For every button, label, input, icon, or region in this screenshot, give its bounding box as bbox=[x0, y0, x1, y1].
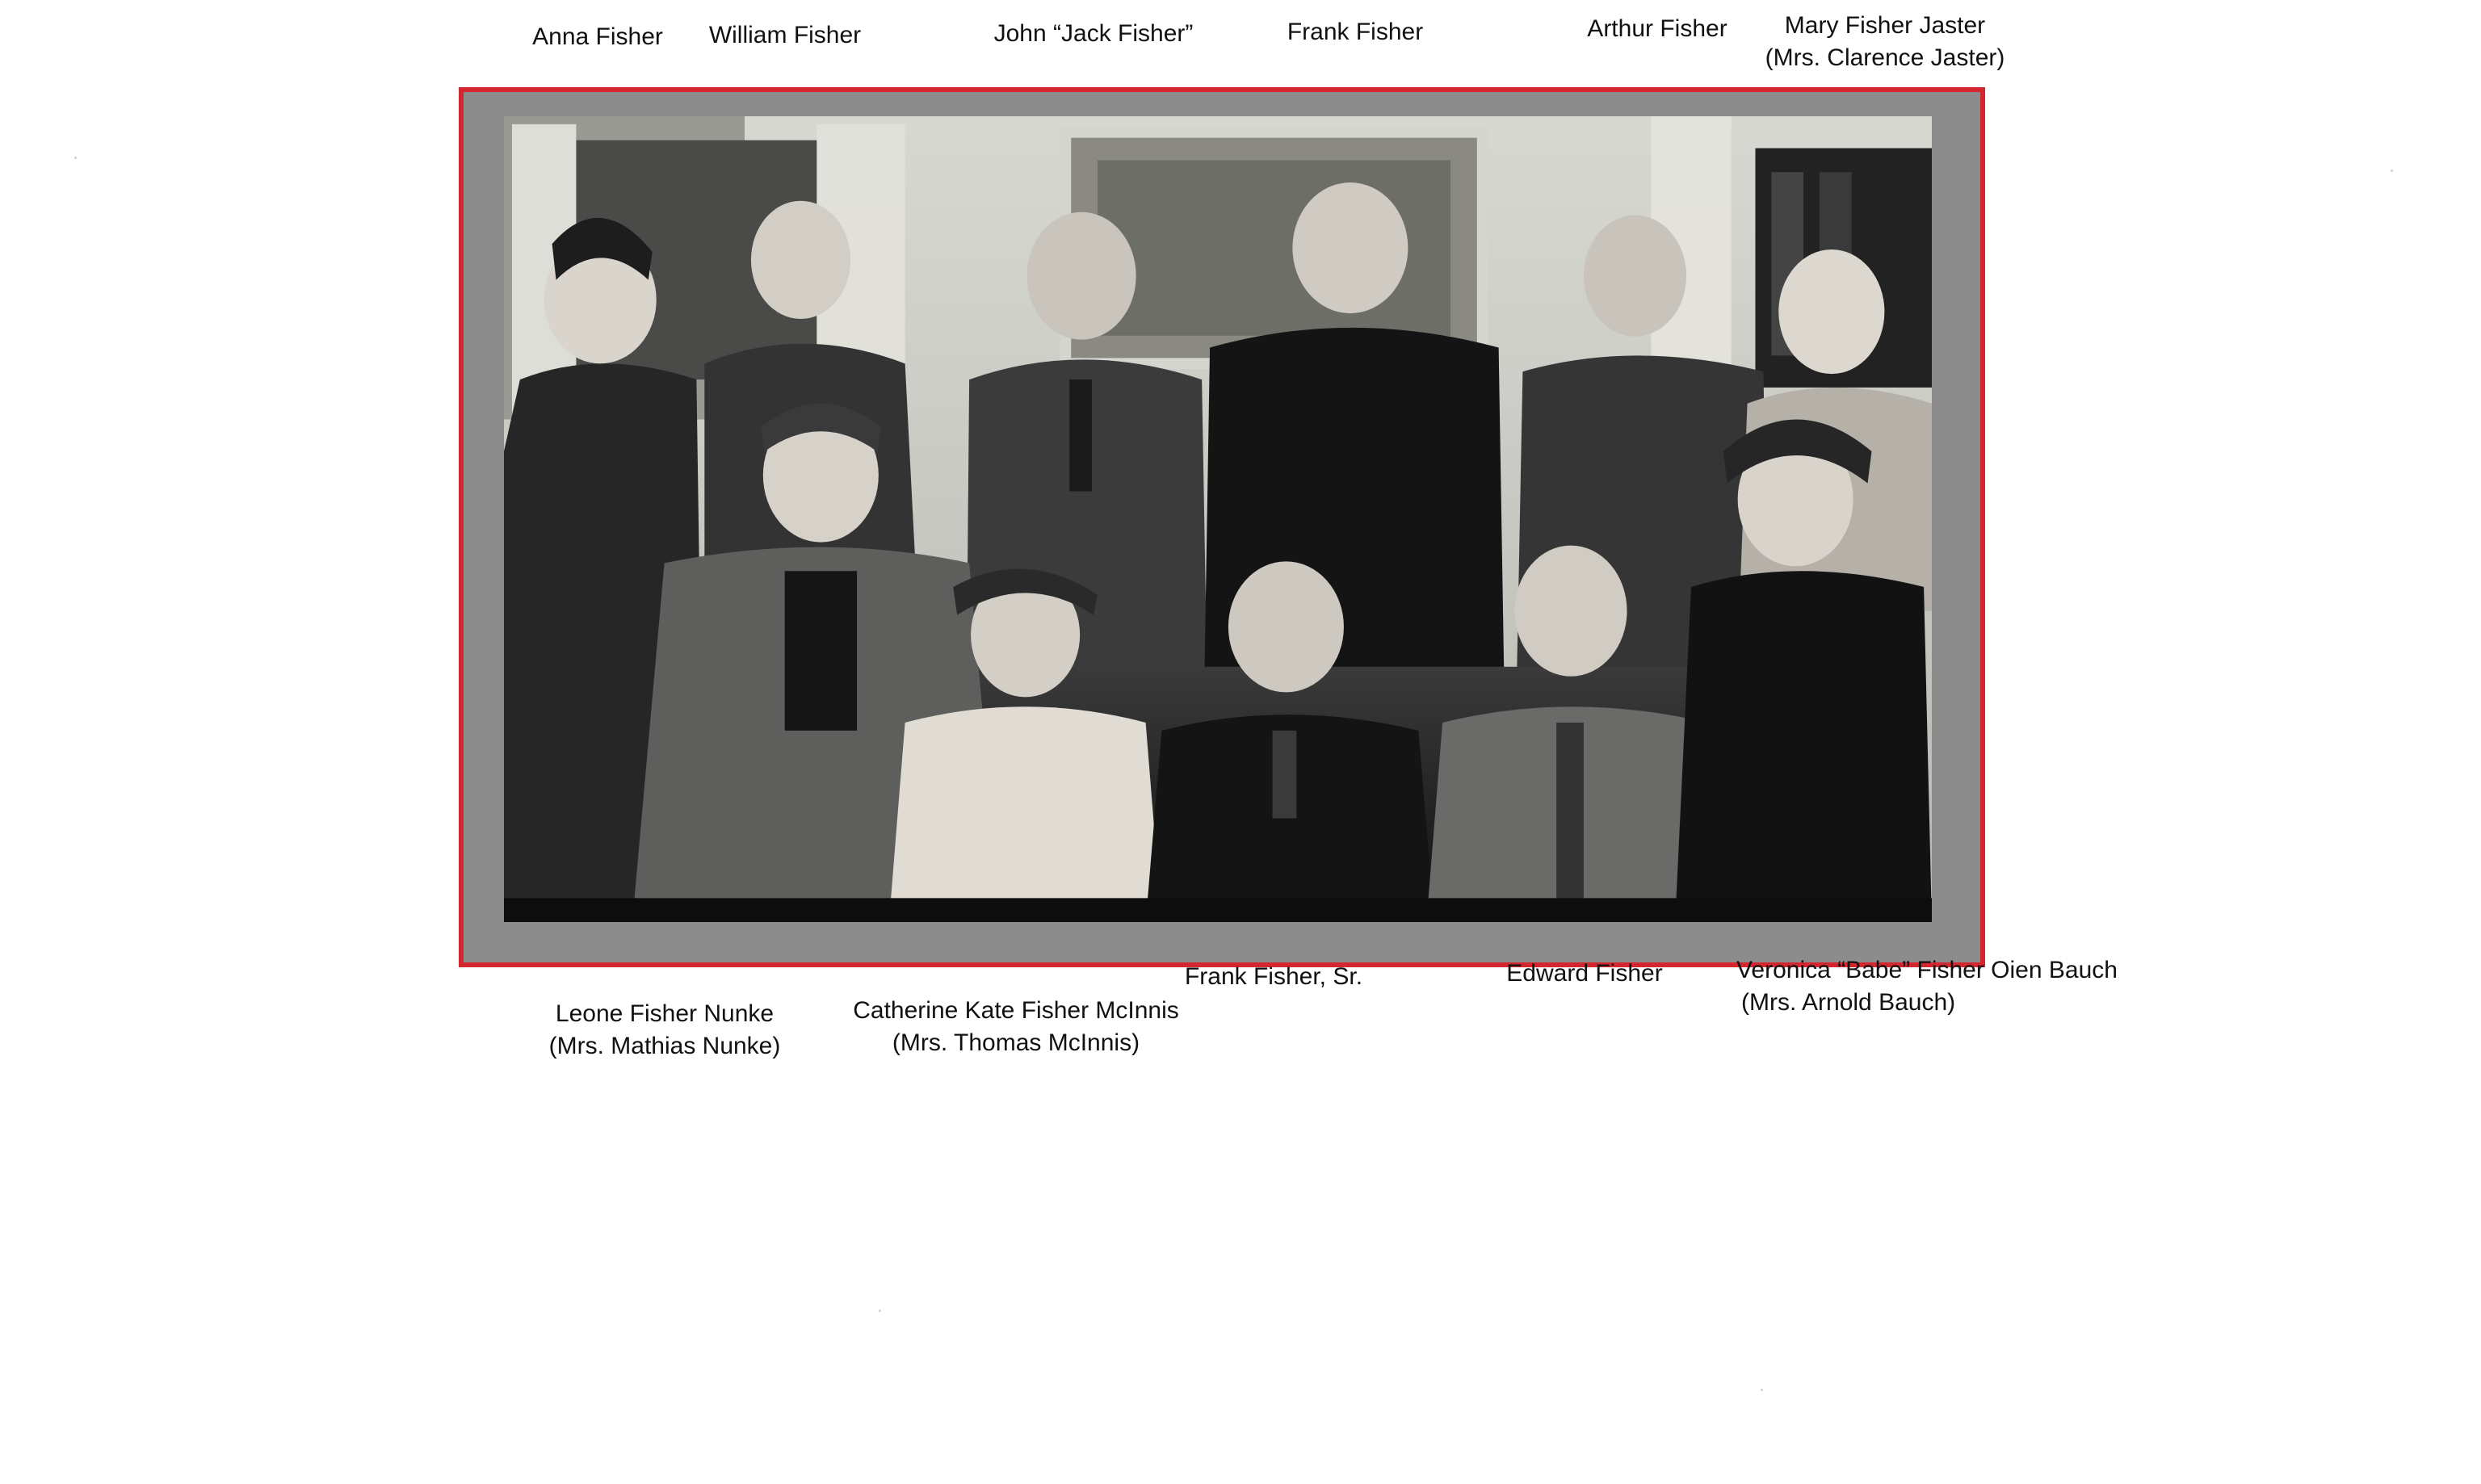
label-catherine-kate-fisher-mcinnis bbox=[853, 995, 1179, 1059]
label-frank-fisher-sr bbox=[1185, 961, 1362, 993]
name-frank-sr: Frank Fisher, Sr. bbox=[1184, 963, 1363, 990]
name-leone: Leone Fisher Nunke bbox=[555, 1000, 775, 1027]
scan-speck bbox=[1761, 1389, 1763, 1391]
family-photograph bbox=[504, 116, 1932, 922]
photo-illustration bbox=[504, 116, 1932, 922]
label-edward-fisher bbox=[1506, 958, 1662, 990]
label-william-fisher bbox=[709, 19, 861, 52]
name-frank: Frank Fisher bbox=[1287, 19, 1424, 45]
name-catherine: Catherine Kate Fisher McInnis bbox=[853, 997, 1179, 1024]
scan-speck bbox=[74, 157, 77, 159]
name-mary: Mary Fisher Jaster bbox=[1784, 12, 1986, 39]
label-mary-fisher-jaster bbox=[1765, 10, 2005, 74]
name-john: John “Jack Fisher” bbox=[993, 20, 1194, 47]
label-frank-fisher bbox=[1287, 16, 1423, 48]
label-leone-fisher-nunke bbox=[549, 998, 781, 1063]
label-anna-fisher bbox=[532, 21, 663, 53]
name-veronica: Veronica “Babe” Fisher Oien Bauch bbox=[1736, 957, 2118, 983]
note-leone: (Mrs. Mathias Nunke) bbox=[548, 1033, 781, 1059]
name-anna: Anna Fisher bbox=[532, 23, 663, 50]
name-arthur: Arthur Fisher bbox=[1587, 15, 1727, 42]
name-william: William Fisher bbox=[708, 22, 862, 48]
photo-frame bbox=[459, 87, 1985, 967]
scan-speck bbox=[2391, 170, 2393, 172]
name-edward: Edward Fisher bbox=[1506, 960, 1663, 987]
note-mary: (Mrs. Clarence Jaster) bbox=[1765, 44, 2005, 71]
note-veronica: (Mrs. Arnold Bauch) bbox=[1741, 989, 1956, 1016]
label-arthur-fisher bbox=[1587, 13, 1727, 45]
scan-speck bbox=[879, 1310, 881, 1312]
label-john-jack-fisher bbox=[994, 18, 1194, 50]
note-catherine: (Mrs. Thomas McInnis) bbox=[892, 1029, 1140, 1056]
label-veronica-babe-fisher-oien-bauch bbox=[1736, 954, 2118, 1019]
